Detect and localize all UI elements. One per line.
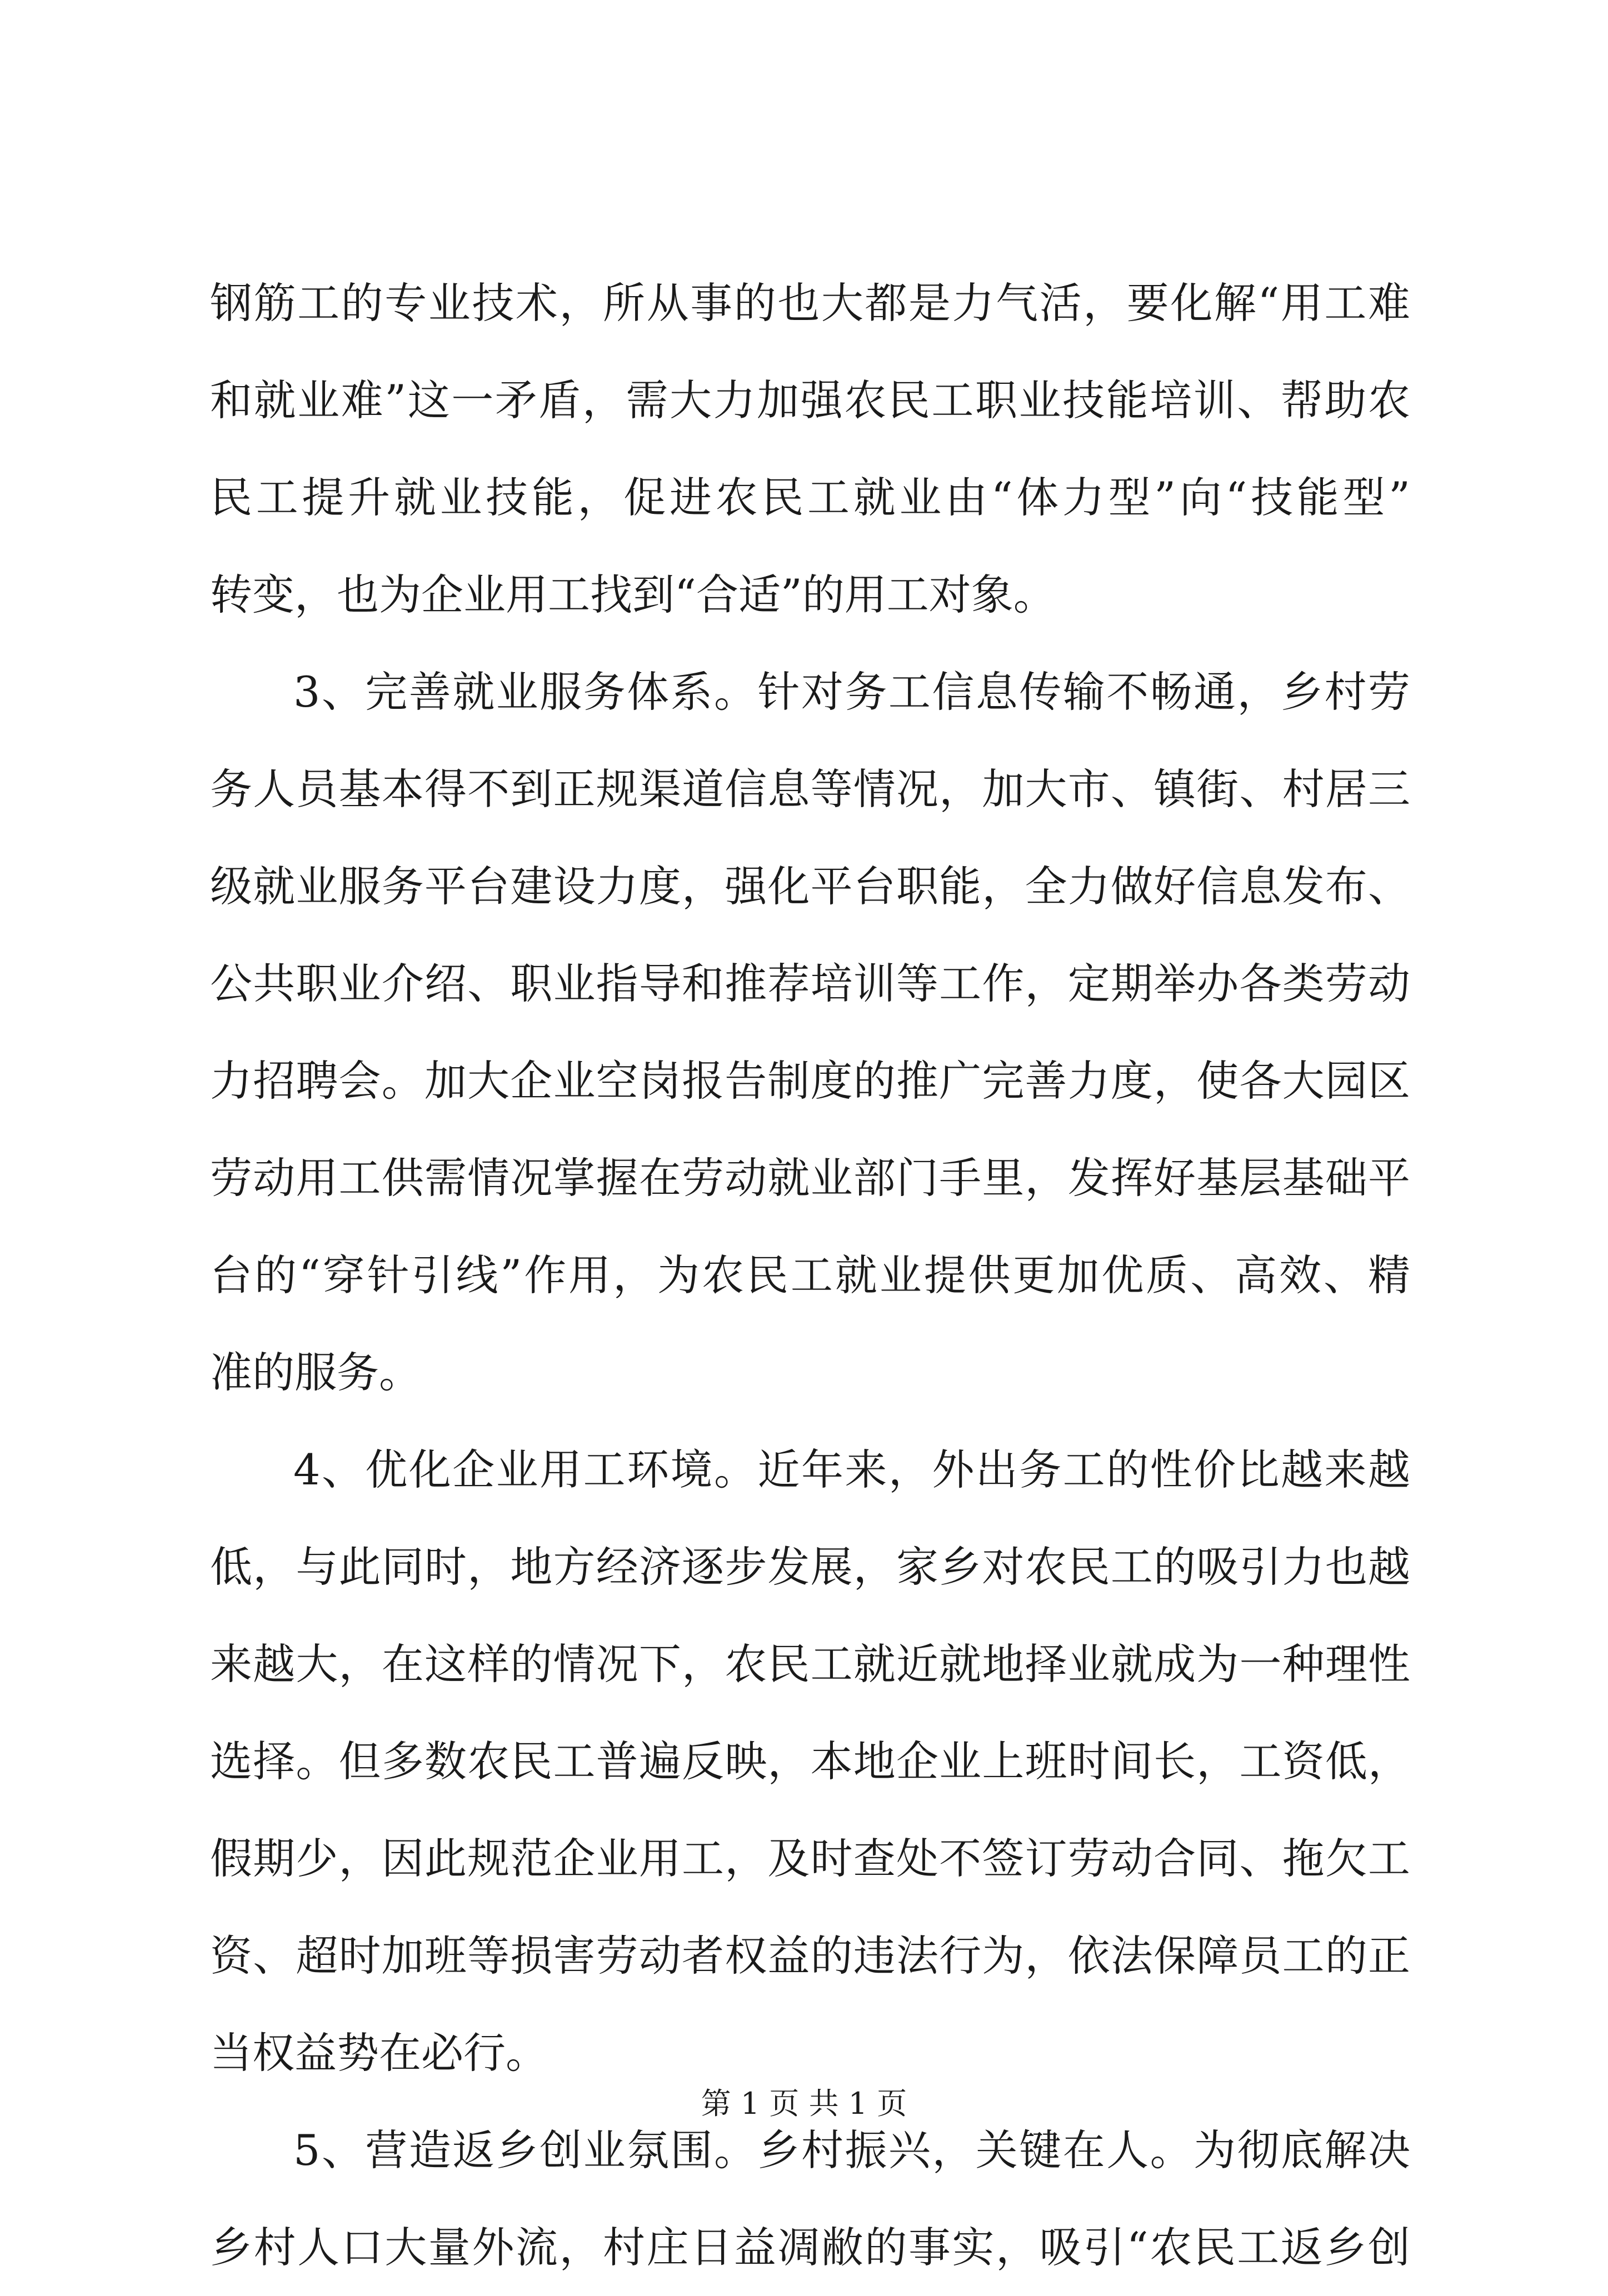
text-line: 当权益势在必行。 (210, 2028, 548, 2078)
text-line: 公共职业介绍、职业指导和推荐培训等工作，定期举办各类劳动 (210, 959, 1410, 1008)
text-line: 准的服务。 (210, 1348, 421, 1397)
body-text (210, 254, 1410, 2296)
text-line: 务人员基本得不到正规渠道信息等情况，加大市、镇街、村居三 (210, 764, 1410, 814)
page-footer (0, 2084, 1608, 2123)
paragraph-first-line: 5、营造返乡创业氛围。乡村振兴，关键在人。为彻底解决 (293, 2125, 1410, 2175)
paragraph-first-line: 3、完善就业服务体系。针对务工信息传输不畅通，乡村劳 (293, 667, 1410, 717)
text-line: 民工提升就业技能，促进农民工就业由“体力型”向“技能型” (210, 473, 1410, 522)
text-line: 劳动用工供需情况掌握在劳动就业部门手里，发挥好基层基础平 (210, 1153, 1410, 1203)
text-line: 来越大，在这样的情况下，农民工就近就地择业就成为一种理性 (210, 1639, 1410, 1689)
text-line: 资、超时加班等损害劳动者权益的违法行为，依法保障员工的正 (210, 1931, 1410, 1980)
text-line: 级就业服务平台建设力度，强化平台职能，全力做好信息发布、 (210, 862, 1410, 911)
text-line: 和就业难”这一矛盾，需大力加强农民工职业技能培训、帮助农 (210, 376, 1410, 425)
text-line: 乡村人口大量外流，村庄日益凋敝的事实，吸引“农民工返乡创 (210, 2223, 1410, 2272)
paragraph-first-line: 4、优化企业用工环境。近年来，外出务工的性价比越来越 (293, 1445, 1410, 1494)
text-line: 选择。但多数农民工普遍反映，本地企业上班时间长，工资低， (210, 1737, 1410, 1786)
text-line: 台的“穿针引线”作用，为农民工就业提供更加优质、高效、精 (210, 1250, 1410, 1300)
text-line: 力招聘会。加大企业空岗报告制度的推广完善力度，使各大园区 (210, 1056, 1410, 1106)
text-line: 假期少，因此规范企业用工，及时查处不签订劳动合同、拖欠工 (210, 1834, 1410, 1883)
text-line: 钢筋工的专业技术，所从事的也大都是力气活，要化解“用工难 (210, 278, 1410, 328)
text-line: 转变，也为企业用工找到“合适”的用工对象。 (210, 570, 1056, 619)
text-line: 低，与此同时，地方经济逐步发展，家乡对农民工的吸引力也越 (210, 1542, 1410, 1592)
page-number-label: 第 1 页 共 1 页 (701, 2086, 907, 2121)
